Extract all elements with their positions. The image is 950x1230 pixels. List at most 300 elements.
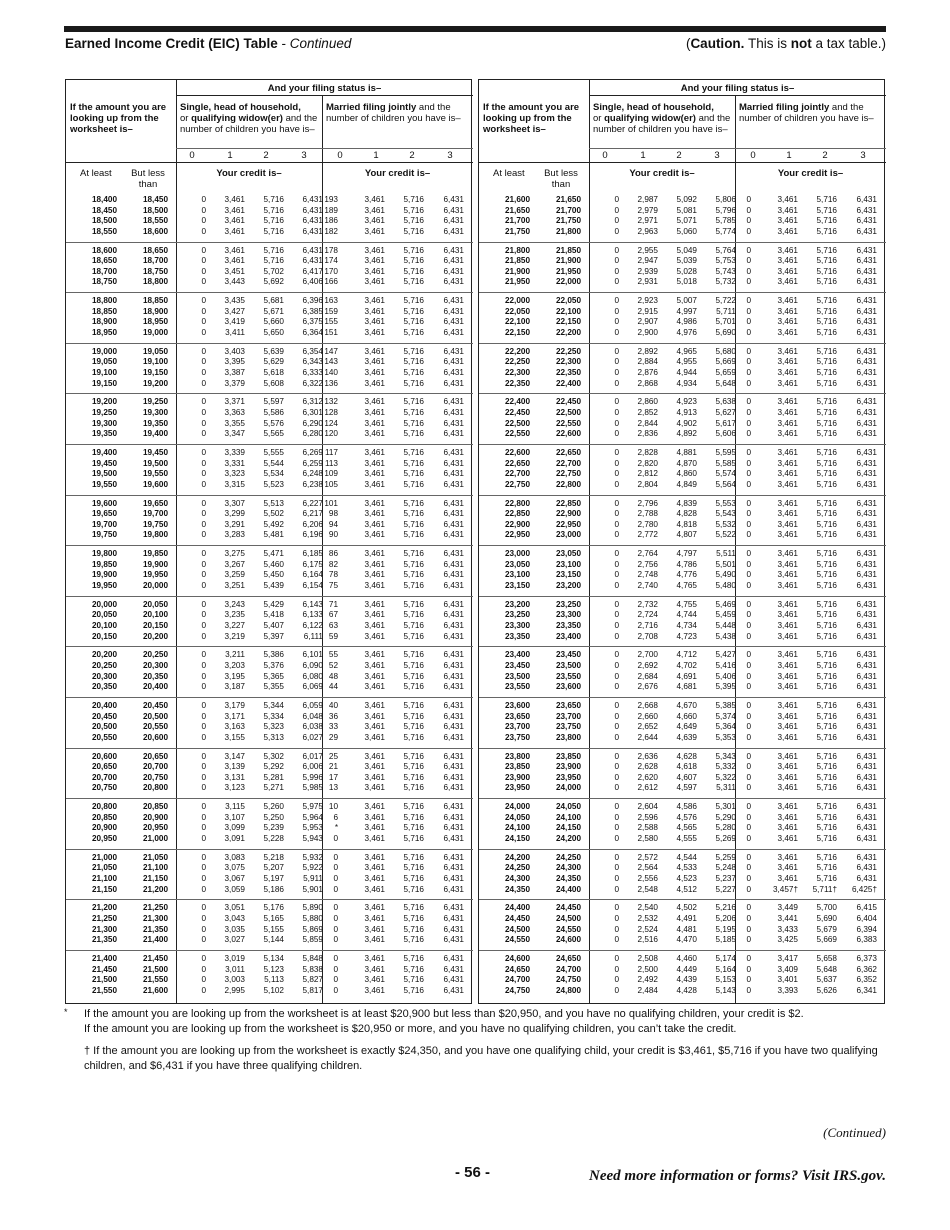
credit-cell: 3,461 — [364, 549, 385, 559]
credit-cell: 3,461 — [364, 328, 385, 337]
amount-cell: 24,650 — [504, 964, 530, 974]
credit-cell: 5,716 — [403, 266, 424, 276]
credit-cell: 5,932 — [302, 852, 323, 862]
amount-cell: 24,200 — [555, 834, 581, 843]
credit-cell: 109 — [324, 469, 338, 479]
credit-cell: 5,049 — [676, 245, 697, 255]
amount-cell: 18,850 — [91, 306, 117, 316]
credit-cell: 3,461 — [364, 935, 385, 945]
amount-cell: 21,650 — [555, 195, 581, 204]
credit-cell: 5,271 — [263, 783, 284, 793]
amount-cell: 22,500 — [555, 408, 581, 417]
credit-cell: 3,461 — [777, 357, 798, 367]
credit-cell: 5,716 — [403, 812, 424, 822]
credit-cell: 3,395 — [224, 357, 245, 367]
credit-cell: 0 — [614, 682, 619, 692]
credit-cell: 2,692 — [637, 661, 658, 670]
credit-cell: 5,859 — [302, 935, 323, 945]
credit-cell: 193 — [324, 195, 338, 204]
credit-cell: 5,996 — [302, 772, 323, 782]
your-credit-heading: Your credit is– — [629, 168, 695, 179]
credit-cell: 5,429 — [263, 599, 284, 609]
amount-cell: 24,450 — [555, 903, 581, 913]
credit-cell: 2,628 — [637, 762, 658, 772]
credit-cell: 5,716 — [816, 245, 837, 255]
amount-cell: 22,450 — [555, 397, 581, 407]
credit-cell: 3,461 — [364, 599, 385, 609]
filing-status-heading: And your filing status is– — [267, 83, 382, 94]
credit-cell: 5,716 — [403, 519, 424, 529]
credit-cell: 6,431 — [856, 751, 877, 761]
credit-cell: 6,431 — [443, 195, 464, 204]
credit-cell: 3,461 — [777, 205, 798, 215]
credit-cell: 0 — [614, 205, 619, 215]
credit-cell: 3,283 — [224, 530, 245, 540]
credit-cell: 0 — [746, 346, 751, 356]
credit-cell: 3,363 — [224, 408, 245, 417]
filing-status-heading: And your filing status is– — [680, 83, 795, 94]
credit-cell: 0 — [614, 429, 619, 439]
credit-cell: 0 — [201, 884, 206, 894]
credit-cell: 5,716 — [403, 581, 424, 590]
credit-cell: 4,565 — [676, 823, 697, 833]
credit-cell: 2,716 — [637, 621, 658, 630]
credit-cell: 0 — [614, 296, 619, 306]
credit-cell: 0 — [614, 458, 619, 468]
credit-cell: 5,332 — [715, 762, 736, 772]
credit-cell: 3,461 — [364, 964, 385, 974]
credit-cell: 3,371 — [224, 397, 245, 407]
amount-cell: 19,550 — [91, 479, 117, 489]
credit-cell: 0 — [201, 519, 206, 529]
credit-cell: 6,431 — [443, 985, 464, 995]
credit-cell: 6,431 — [856, 408, 877, 417]
amount-cell: 18,500 — [142, 205, 168, 215]
credit-cell: 6,431 — [856, 306, 877, 316]
credit-cell: 0 — [201, 368, 206, 377]
credit-cell: 0 — [614, 599, 619, 609]
credit-cell: 6,431 — [856, 519, 877, 529]
credit-cell: 5,716 — [403, 834, 424, 843]
amount-cell: 21,350 — [91, 935, 117, 945]
credit-cell: 0 — [614, 418, 619, 428]
credit-cell: 4,723 — [676, 631, 697, 641]
credit-cell: 0 — [201, 469, 206, 479]
credit-cell: 5,416 — [715, 661, 736, 670]
credit-cell: 0 — [201, 935, 206, 945]
credit-cell: 5,522 — [715, 530, 736, 540]
amount-cell: 21,050 — [142, 852, 168, 862]
credit-cell: 6,175 — [302, 559, 323, 569]
credit-cell: 0 — [614, 256, 619, 266]
credit-cell: 2,612 — [637, 783, 658, 793]
amount-cell: 21,350 — [142, 924, 168, 934]
credit-cell: 0 — [614, 581, 619, 590]
credit-cell: 6,431 — [856, 722, 877, 732]
credit-cell: 0 — [746, 935, 751, 945]
credit-cell: 2,979 — [637, 205, 658, 215]
credit-cell: 0 — [201, 559, 206, 569]
credit-cell: 4,481 — [676, 924, 697, 934]
children-count: 3 — [301, 150, 307, 161]
credit-cell: 5,716 — [403, 216, 424, 226]
credit-cell: 6,431 — [443, 823, 464, 833]
credit-cell: 5,716 — [816, 631, 837, 641]
credit-cell: 5,385 — [715, 701, 736, 710]
credit-cell: 0 — [746, 701, 751, 710]
credit-cell: 5,716 — [403, 559, 424, 569]
credit-cell: 6,343 — [302, 357, 323, 367]
credit-cell: 3,227 — [224, 621, 245, 630]
amount-cell: 22,100 — [504, 317, 530, 327]
amount-cell: 23,500 — [555, 661, 581, 670]
credit-cell: 3,259 — [224, 570, 245, 580]
credit-cell: 3,461 — [777, 671, 798, 681]
credit-cell: 3,461 — [364, 195, 385, 204]
credit-cell: 0 — [614, 549, 619, 559]
credit-cell: 3,211 — [225, 650, 245, 660]
amount-cell: 21,750 — [555, 216, 581, 226]
amount-cell: 24,500 — [504, 924, 530, 934]
credit-cell: 2,636 — [637, 751, 658, 761]
credit-cell: 5,595 — [715, 448, 736, 457]
credit-cell: 5,281 — [263, 772, 284, 782]
credit-cell: 5,658 — [816, 954, 837, 963]
amount-cell: 19,350 — [91, 429, 117, 439]
credit-cell: 6,269 — [302, 448, 323, 457]
credit-cell: 3,461 — [364, 722, 385, 732]
credit-cell: 6,431 — [856, 216, 877, 226]
amount-cell: 18,550 — [142, 216, 168, 226]
amount-cell: 19,300 — [142, 408, 168, 417]
credit-cell: 5,690 — [816, 914, 837, 923]
credit-cell: 3,461 — [364, 498, 385, 508]
credit-cell: 0 — [201, 762, 206, 772]
credit-cell: 0 — [201, 357, 206, 367]
eic-table-left — [65, 79, 472, 1004]
amount-cell: 23,400 — [555, 631, 581, 641]
credit-cell: 0 — [746, 783, 751, 793]
credit-cell: 3,461 — [777, 812, 798, 822]
credit-cell: 3,461 — [777, 509, 798, 519]
credit-cell: 3,275 — [224, 549, 245, 559]
credit-cell: 3,403 — [224, 346, 245, 356]
credit-cell: 2,947 — [637, 256, 658, 266]
credit-cell: 0 — [201, 852, 206, 862]
amount-cell: 22,400 — [504, 397, 530, 407]
amount-cell: 22,800 — [555, 479, 581, 489]
credit-cell: 3,419 — [224, 317, 245, 327]
amount-cell: 23,750 — [555, 722, 581, 732]
amount-cell: 22,400 — [555, 378, 581, 388]
credit-cell: 0 — [614, 277, 619, 287]
credit-cell: 5,716 — [403, 732, 424, 742]
credit-cell: 3,461 — [777, 823, 798, 833]
credit-cell: 6,431 — [856, 559, 877, 569]
credit-cell: 0 — [201, 783, 206, 793]
amount-cell: 23,650 — [555, 701, 581, 710]
credit-cell: 5,716 — [403, 621, 424, 630]
credit-cell: 5,716 — [816, 549, 837, 559]
amount-cell: 21,400 — [142, 935, 168, 945]
credit-cell: 3,179 — [224, 701, 245, 710]
credit-cell: 86 — [328, 549, 338, 559]
amount-cell: 23,550 — [504, 682, 530, 692]
credit-cell: 2,732 — [637, 599, 658, 609]
credit-cell: 0 — [746, 884, 751, 894]
credit-cell: 0 — [201, 226, 206, 236]
amount-cell: 21,400 — [91, 954, 117, 963]
credit-cell: 4,923 — [676, 397, 697, 407]
credit-cell: 0 — [746, 448, 751, 457]
amount-cell: 20,000 — [91, 599, 117, 609]
credit-cell: 6,431 — [443, 418, 464, 428]
amount-cell: 23,100 — [504, 570, 530, 580]
credit-cell: 3,155 — [224, 732, 245, 742]
credit-cell: 6,431 — [856, 245, 877, 255]
credit-cell: 4,691 — [676, 671, 697, 681]
credit-cell: 3,461 — [364, 863, 385, 873]
credit-cell: 3,461 — [777, 661, 798, 670]
credit-cell: 0 — [201, 964, 206, 974]
credit-cell: 6,301 — [302, 408, 323, 417]
credit-cell: 4,712 — [676, 650, 697, 660]
credit-cell: 0 — [201, 924, 206, 934]
credit-cell: 5,007 — [676, 296, 697, 306]
amount-cell: 21,000 — [142, 834, 168, 843]
amount-cell: 22,250 — [555, 346, 581, 356]
credit-cell: 5,164 — [715, 964, 736, 974]
credit-cell: 3,461 — [777, 570, 798, 580]
amount-cell: 21,950 — [555, 266, 581, 276]
credit-cell: 5,716 — [816, 368, 837, 377]
credit-cell: 5,153 — [715, 975, 736, 985]
credit-cell: 2,788 — [637, 509, 658, 519]
credit-cell: 3,461 — [364, 368, 385, 377]
credit-cell: 0 — [614, 346, 619, 356]
credit-cell: 5,764 — [715, 245, 736, 255]
amount-cell: 18,750 — [142, 266, 168, 276]
credit-cell: 0 — [201, 498, 206, 508]
credit-cell: 5,448 — [715, 621, 736, 630]
credit-cell: 3,461 — [364, 581, 385, 590]
credit-cell: 0 — [746, 216, 751, 226]
credit-cell: 0 — [614, 328, 619, 337]
credit-cell: 3,461 — [364, 874, 385, 883]
credit-cell: 0 — [614, 701, 619, 710]
credit-cell: 3,461 — [777, 306, 798, 316]
credit-cell: 3,323 — [224, 469, 245, 479]
credit-cell: 0 — [201, 914, 206, 923]
credit-cell: 5,716 — [816, 834, 837, 843]
credit-cell: 5,716 — [263, 256, 284, 266]
credit-cell: 5,681 — [263, 296, 284, 306]
credit-cell: 6,431 — [443, 802, 464, 812]
credit-cell: 6,431 — [856, 346, 877, 356]
amount-cell: 21,300 — [142, 914, 168, 923]
credit-cell: 3,461 — [364, 661, 385, 670]
credit-cell: 0 — [614, 610, 619, 620]
amount-cell: 19,000 — [142, 328, 168, 337]
credit-cell: 5,716 — [403, 874, 424, 883]
credit-cell: 5,716 — [403, 610, 424, 620]
credit-cell: 3,461 — [777, 277, 798, 287]
credit-cell: 0 — [746, 256, 751, 266]
credit-cell: 5,716 — [816, 802, 837, 812]
credit-cell: 5,102 — [263, 985, 284, 995]
credit-cell: 0 — [333, 914, 338, 923]
credit-cell: 3,461 — [224, 216, 245, 226]
credit-cell: 0 — [201, 429, 206, 439]
credit-cell: 6,227 — [302, 498, 323, 508]
credit-cell: 4,523 — [676, 874, 697, 883]
credit-cell: 6,431 — [443, 397, 464, 407]
credit-cell: 6,431 — [443, 429, 464, 439]
credit-cell: 5,227 — [715, 884, 736, 894]
credit-cell: 3,461 — [364, 762, 385, 772]
credit-cell: 3,461 — [224, 245, 245, 255]
credit-cell: 5,716 — [816, 266, 837, 276]
credit-cell: 0 — [201, 722, 206, 732]
credit-cell: 0 — [746, 328, 751, 337]
credit-cell: 5,716 — [816, 671, 837, 681]
credit-cell: 6,431 — [443, 711, 464, 721]
credit-cell: 5,165 — [263, 914, 284, 923]
credit-cell: 4,544 — [676, 852, 697, 862]
credit-cell: 5,555 — [263, 448, 284, 457]
credit-cell: 3,461 — [364, 266, 385, 276]
credit-cell: 0 — [746, 458, 751, 468]
credit-cell: 5,716 — [263, 205, 284, 215]
amount-cell: 20,500 — [91, 722, 117, 732]
credit-cell: 6,431 — [443, 448, 464, 457]
credit-cell: 3,461 — [777, 256, 798, 266]
credit-cell: 0 — [614, 357, 619, 367]
credit-cell: 0 — [614, 368, 619, 377]
credit-cell: 5,480 — [715, 581, 736, 590]
credit-cell: 3,417 — [777, 954, 798, 963]
amount-cell: 21,600 — [504, 195, 530, 204]
amount-cell: 22,050 — [504, 306, 530, 316]
credit-cell: 0 — [614, 306, 619, 316]
amount-cell: 18,650 — [142, 245, 168, 255]
amount-cell: 20,100 — [142, 610, 168, 620]
credit-cell: 0 — [746, 903, 751, 913]
credit-cell: 5,716 — [403, 924, 424, 934]
single-hoh-heading: Single, head of household, or qualifying widow(er) and the number of children you have is– — [593, 102, 731, 135]
credit-cell: 6,431 — [856, 581, 877, 590]
credit-cell: 6,431 — [856, 226, 877, 236]
credit-cell: 3,461 — [364, 884, 385, 894]
credit-cell: 3,461 — [364, 924, 385, 934]
amount-cell: 20,800 — [91, 802, 117, 812]
credit-cell: 166 — [324, 277, 338, 287]
credit-cell: 3,441 — [777, 914, 798, 923]
footnote-dagger: † If the amount you are looking up from the worksheet is exactly $24,350, and you have one qualifying child, your credit is $3,461, $5,716 if you have two qualifying children, and $6,431 if you have three qualifying children. — [84, 1045, 878, 1072]
credit-cell: 5,586 — [263, 408, 284, 417]
credit-cell: 5,344 — [263, 701, 284, 710]
amount-cell: 22,750 — [555, 469, 581, 479]
credit-cell: 3,443 — [224, 277, 245, 287]
credit-cell: 5,311 — [716, 783, 736, 793]
credit-cell: 0 — [746, 802, 751, 812]
credit-cell: 3,461 — [777, 418, 798, 428]
credit-cell: 5,280 — [715, 823, 736, 833]
amount-cell: 19,350 — [142, 418, 168, 428]
credit-cell: 3,461 — [364, 701, 385, 710]
footnote-star-line2: If the amount you are looking up from the worksheet is $20,950 or more, and you have no qualifying children, you can’t take the credit. — [84, 1023, 737, 1035]
credit-cell: 3,461 — [364, 306, 385, 316]
amount-cell: 20,850 — [91, 812, 117, 822]
credit-cell: 5,195 — [715, 924, 736, 934]
credit-cell: 6,090 — [302, 661, 323, 670]
credit-cell: 5,174 — [715, 954, 736, 963]
amount-cell: 20,400 — [91, 701, 117, 710]
credit-cell: 4,628 — [676, 751, 697, 761]
credit-cell: 5,144 — [263, 935, 284, 945]
credit-cell: 0 — [614, 802, 619, 812]
credit-cell: 6,431 — [443, 732, 464, 742]
credit-cell: 6,048 — [302, 711, 323, 721]
amount-cell: 18,900 — [91, 317, 117, 327]
amount-cell: 22,700 — [504, 469, 530, 479]
credit-cell: 6,431 — [856, 549, 877, 559]
credit-cell: 3,461 — [364, 954, 385, 963]
credit-cell: 5,617 — [715, 418, 736, 428]
amount-cell: 19,650 — [91, 509, 117, 519]
credit-cell: 2,708 — [637, 631, 658, 641]
credit-cell: 3,461 — [777, 266, 798, 276]
credit-cell: 2,756 — [637, 559, 658, 569]
amount-cell: 24,200 — [504, 852, 530, 862]
irs-info-link: Need more information or forms? Visit IRS.gov. — [589, 1168, 886, 1184]
credit-cell: 5,313 — [263, 732, 284, 742]
credit-cell: 3,107 — [224, 812, 245, 822]
amount-cell: 18,400 — [91, 195, 117, 204]
credit-cell: 0 — [746, 429, 751, 439]
credit-cell: 2,780 — [637, 519, 658, 529]
credit-cell: 6,431 — [856, 418, 877, 428]
credit-cell: 3,461 — [777, 722, 798, 732]
amount-cell: 20,400 — [142, 682, 168, 692]
credit-cell: 0 — [614, 711, 619, 721]
credit-cell: 5,660 — [263, 317, 284, 327]
credit-cell: 5,292 — [263, 762, 284, 772]
credit-cell: 5,716 — [403, 346, 424, 356]
credit-cell: 0 — [614, 530, 619, 540]
credit-cell: 3,461 — [364, 711, 385, 721]
credit-cell: 6,431 — [856, 682, 877, 692]
credit-cell: 4,902 — [676, 418, 697, 428]
credit-cell: 5,626 — [816, 985, 837, 995]
credit-cell: 2,884 — [637, 357, 658, 367]
credit-cell: 3,461 — [364, 732, 385, 742]
credit-cell: 6,431 — [443, 266, 464, 276]
credit-cell: 5,606 — [715, 429, 736, 439]
single-hoh-heading: Single, head of household, or qualifying widow(er) and the number of children you have is– — [180, 102, 318, 135]
credit-cell: 0 — [333, 874, 338, 883]
credit-cell: 5,648 — [816, 964, 837, 974]
credit-cell: 0 — [201, 448, 206, 457]
credit-cell: 4,786 — [676, 559, 697, 569]
amount-cell: 24,750 — [555, 975, 581, 985]
credit-cell: 0 — [614, 935, 619, 945]
credit-cell: 5,716 — [816, 722, 837, 732]
credit-cell: 5,716 — [403, 570, 424, 580]
credit-cell: 5,081 — [676, 205, 697, 215]
credit-cell: 0 — [201, 863, 206, 873]
credit-cell: 3,291 — [224, 519, 245, 529]
